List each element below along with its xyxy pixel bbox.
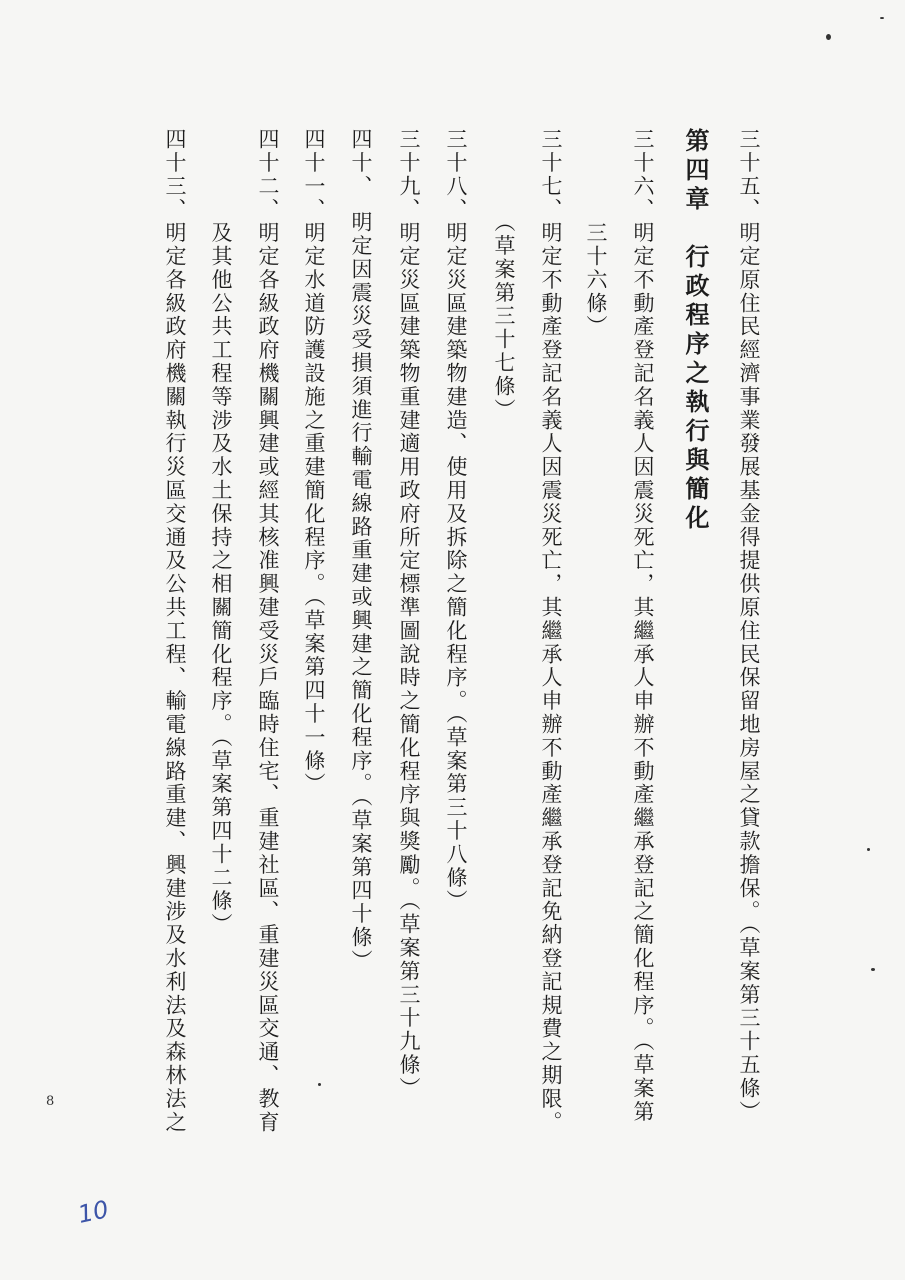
item-40: 四十、 明定因震災受損須進行輸電線路重建或興建之簡化程序。（草案第四十條） (349, 128, 373, 973)
handwritten-note: 10 (75, 1195, 112, 1229)
item-39: 三十九、明定災區建築物重建適用政府所定標準圖說時之簡化程序與獎勵。（草案第三十九條） (397, 128, 421, 1101)
item-36: 三十六、明定不動產登記名義人因震災死亡，其繼承人申辦不動產繼承登記之簡化程序。（草案第 (631, 128, 655, 1124)
item-42-continued: 及其他公共工程等涉及水土保持之相關簡化程序。（草案第四十二條） (209, 128, 233, 937)
scan-speck (880, 17, 884, 19)
item-37: 三十七、明定不動產登記名義人因震災死亡，其繼承人申辦不動產繼承登記免納登記規費之期限。 (539, 128, 563, 1135)
item-42: 四十二、明定各級政府機關興建或經其核准興建受災戶臨時住宅、重建社區、重建災區交通、教育 (256, 128, 280, 1135)
item-38: 三十八、明定災區建築物建造、使用及拆除之簡化程序。（草案第三十八條） (444, 128, 468, 914)
page-number: 8 (46, 1094, 55, 1109)
scan-speck (871, 968, 875, 971)
item-41: 四十一、明定水道防護設施之重建簡化程序。（草案第四十一條） (302, 128, 326, 797)
scan-speck (826, 34, 831, 40)
scan-speck (318, 1083, 321, 1086)
item-36-continued: 三十六條） (584, 128, 608, 339)
item-35: 三十五、明定原住民經濟事業發展基金得提供原住民保留地房屋之貸款擔保。（草案第三十五條） (737, 128, 761, 1124)
scan-speck (867, 848, 870, 851)
item-37-continued: （草案第三十七條） (492, 128, 516, 422)
chapter-4-heading: 第四章 行政程序之執行與簡化 (681, 128, 710, 534)
item-43: 四十三、明定各級政府機關執行災區交通及公共工程、輸電線路重建、興建涉及水利法及森林法之 (163, 128, 187, 1135)
